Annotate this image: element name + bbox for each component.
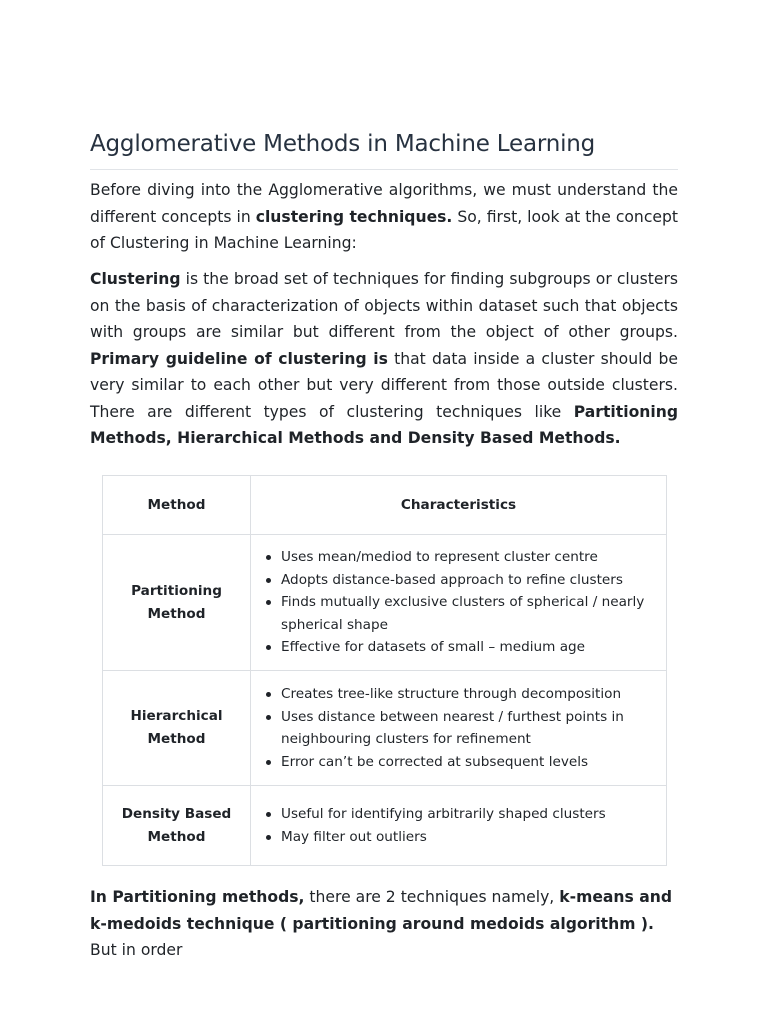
list-item: Finds mutually exclusive clusters of spherical / nearly spherical shape xyxy=(263,591,652,636)
clustering-text-2: that data inside a cluster should be very similar to each other but very different from those outside clusters. There are different types of clustering techniques like xyxy=(90,349,678,421)
method-name-line1: Partitioning xyxy=(131,582,222,599)
table-header-row xyxy=(103,476,667,535)
characteristics-cell xyxy=(251,786,667,866)
list-item: Uses mean/mediod to represent cluster centre xyxy=(263,546,652,569)
methods-table xyxy=(102,475,667,866)
method-cell-partitioning xyxy=(103,535,251,671)
method-cell-hierarchical xyxy=(103,671,251,786)
method-name-line1: Hierarchical xyxy=(130,708,223,724)
header-method: Method xyxy=(103,476,251,535)
partitioning-bold-lead: In Partitioning methods, xyxy=(90,888,305,906)
partitioning-paragraph xyxy=(90,884,678,964)
list-item: Effective for datasets of small – medium age xyxy=(263,636,652,659)
header-characteristics: Characteristics xyxy=(251,476,667,535)
list-item: Uses distance between nearest / furthest points in neighbouring clusters for refinement xyxy=(263,706,652,751)
table-row xyxy=(103,535,667,671)
table-row xyxy=(103,786,667,866)
list-item: Adopts distance-based approach to refine clusters xyxy=(263,569,652,592)
clustering-bold-term: Clustering xyxy=(90,270,181,288)
method-types-bold: Partitioning Methods, Hierarchical Methods and Density Based Methods. xyxy=(90,402,678,447)
characteristics-list xyxy=(263,546,652,659)
kmeans-kmedoids-bold: k-means and k-medoids technique ( partitioning around medoids algorithm ). xyxy=(90,888,673,933)
characteristics-list xyxy=(263,803,652,848)
table-row xyxy=(103,671,667,786)
characteristics-cell xyxy=(251,535,667,671)
list-item: May filter out outliers xyxy=(263,826,652,849)
clustering-text-1: is the broad set of techniques for finding subgroups or clusters on the basis of characterization of objects within dataset such that objects with groups are similar but different from the object of other groups. xyxy=(90,270,678,341)
method-name-line2: Method xyxy=(147,731,206,747)
page-title: Agglomerative Methods in Machine Learning xyxy=(90,131,596,157)
list-item: Error can’t be corrected at subsequent levels xyxy=(263,751,652,774)
method-name-line1: Density Based xyxy=(121,805,232,822)
method-cell-density-based xyxy=(103,786,251,866)
method-name-line2: Method xyxy=(147,828,206,845)
primary-guideline-bold: Primary guideline of clustering is xyxy=(90,349,388,368)
clustering-paragraph xyxy=(90,266,678,452)
partitioning-text-2: But in order xyxy=(90,941,183,959)
intro-text-2: So, first, look at the concept of Clustering in Machine Learning: xyxy=(90,207,678,252)
list-item: Useful for identifying arbitrarily shaped clusters xyxy=(263,803,652,826)
characteristics-list xyxy=(263,683,652,773)
characteristics-cell xyxy=(251,671,667,786)
list-item: Creates tree-like structure through decomposition xyxy=(263,683,652,706)
intro-paragraph xyxy=(90,177,678,257)
method-name-line2: Method xyxy=(147,605,206,622)
title-divider xyxy=(90,169,678,170)
intro-bold-clustering-techniques: clustering techniques. xyxy=(255,207,453,226)
partitioning-text-1: there are 2 techniques namely, xyxy=(304,888,560,906)
intro-text-1: Before diving into the Agglomerative algorithms, we must understand the different concepts in xyxy=(90,181,678,226)
